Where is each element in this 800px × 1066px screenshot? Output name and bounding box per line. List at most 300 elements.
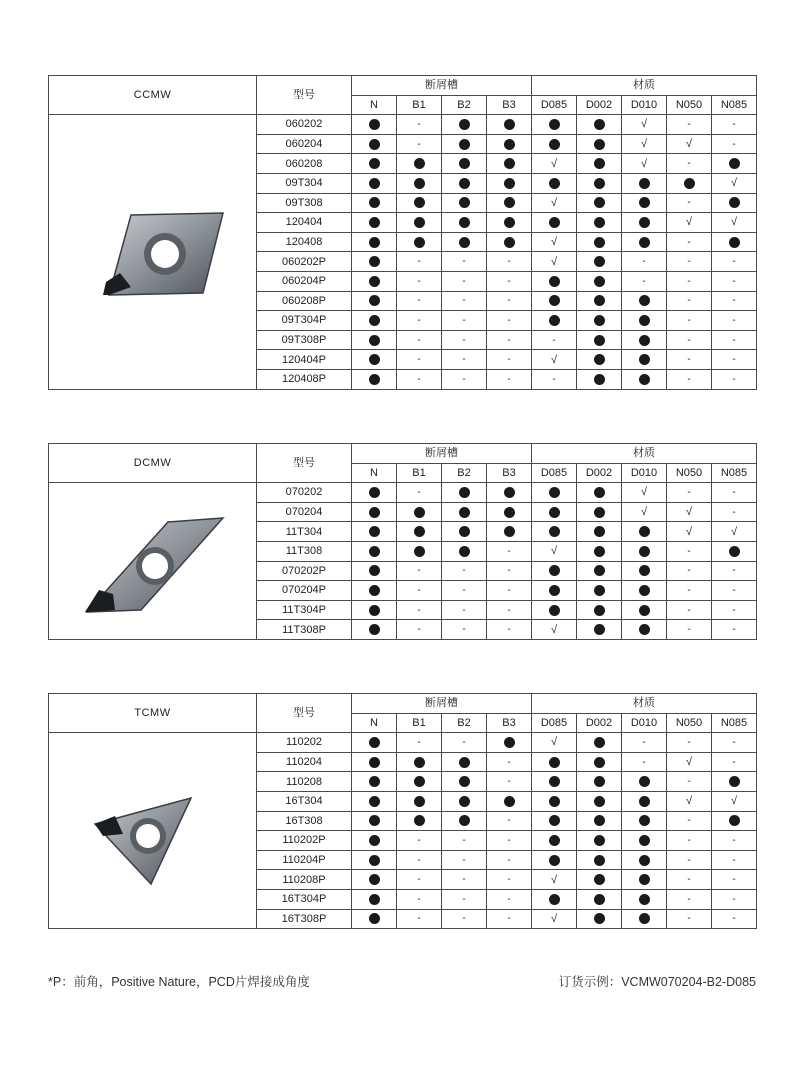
spec-cell bbox=[577, 791, 622, 811]
check-mark: √ bbox=[685, 506, 693, 519]
spec-cell bbox=[532, 271, 577, 291]
dash-mark: - bbox=[507, 565, 511, 577]
spec-cell bbox=[667, 811, 712, 831]
material-header: 材质 bbox=[532, 444, 757, 464]
dot-mark bbox=[594, 737, 605, 748]
spec-cell bbox=[487, 154, 532, 174]
insert-photo-triangle bbox=[73, 776, 233, 886]
dot-mark bbox=[594, 256, 605, 267]
column-header-d085: D085 bbox=[532, 463, 577, 483]
spec-cell bbox=[352, 581, 397, 601]
column-header-b3: B3 bbox=[487, 713, 532, 733]
spec-cell bbox=[397, 232, 442, 252]
spec-cell bbox=[577, 193, 622, 213]
spec-cell bbox=[577, 850, 622, 870]
model-cell: 09T308P bbox=[257, 330, 352, 350]
dot-mark bbox=[369, 874, 380, 885]
dot-mark bbox=[504, 158, 515, 169]
dash-mark: - bbox=[417, 373, 421, 385]
column-header-b3: B3 bbox=[487, 95, 532, 115]
spec-cell bbox=[667, 252, 712, 272]
dot-mark bbox=[549, 295, 560, 306]
dot-mark bbox=[549, 815, 560, 826]
spec-cell bbox=[532, 291, 577, 311]
dot-mark bbox=[369, 835, 380, 846]
spec-cell bbox=[397, 291, 442, 311]
header-row-groups bbox=[49, 444, 757, 464]
spec-cell bbox=[622, 752, 667, 772]
dash-mark: - bbox=[507, 604, 511, 616]
spec-cell bbox=[442, 271, 487, 291]
dot-mark bbox=[729, 546, 740, 557]
dot-mark bbox=[549, 315, 560, 326]
dot-mark bbox=[459, 757, 470, 768]
spec-cell bbox=[622, 541, 667, 561]
spec-cell bbox=[712, 909, 757, 929]
spec-cell bbox=[487, 561, 532, 581]
table-row bbox=[49, 483, 757, 503]
dash-mark: - bbox=[732, 506, 736, 518]
spec-cell bbox=[352, 193, 397, 213]
dot-mark bbox=[594, 158, 605, 169]
spec-cell bbox=[577, 134, 622, 154]
dot-mark bbox=[369, 276, 380, 287]
dash-mark: - bbox=[462, 314, 466, 326]
spec-cell bbox=[622, 311, 667, 331]
dot-mark bbox=[594, 913, 605, 924]
spec-cell bbox=[442, 561, 487, 581]
spec-cell bbox=[487, 870, 532, 890]
spec-cell bbox=[712, 620, 757, 640]
spec-cell bbox=[352, 522, 397, 542]
dash-mark: - bbox=[462, 736, 466, 748]
dash-mark: - bbox=[507, 584, 511, 596]
dot-mark bbox=[504, 119, 515, 130]
dot-mark bbox=[369, 776, 380, 787]
dash-mark: - bbox=[732, 256, 736, 268]
model-cell: 070202 bbox=[257, 483, 352, 503]
dot-mark bbox=[594, 874, 605, 885]
dot-mark bbox=[639, 835, 650, 846]
dot-mark bbox=[729, 815, 740, 826]
spec-cell bbox=[667, 330, 712, 350]
column-header-b3: B3 bbox=[487, 463, 532, 483]
column-header-b1: B1 bbox=[397, 95, 442, 115]
dash-mark: - bbox=[417, 854, 421, 866]
dash-mark: - bbox=[687, 604, 691, 616]
dot-mark bbox=[549, 119, 560, 130]
check-mark: √ bbox=[730, 795, 738, 808]
dot-mark bbox=[639, 796, 650, 807]
column-header-d085: D085 bbox=[532, 713, 577, 733]
spec-cell bbox=[352, 134, 397, 154]
dot-mark bbox=[369, 546, 380, 557]
spec-cell bbox=[442, 311, 487, 331]
spec-cell bbox=[577, 115, 622, 135]
spec-cell bbox=[532, 502, 577, 522]
spec-cell bbox=[712, 213, 757, 233]
model-cell: 060204 bbox=[257, 134, 352, 154]
dash-mark: - bbox=[687, 275, 691, 287]
column-header-n050: N050 bbox=[667, 713, 712, 733]
model-cell: 09T308 bbox=[257, 193, 352, 213]
spec-cell bbox=[532, 232, 577, 252]
insert-image-cell bbox=[49, 115, 257, 389]
dot-mark bbox=[594, 855, 605, 866]
spec-cell bbox=[442, 733, 487, 753]
spec-cell bbox=[487, 889, 532, 909]
dash-mark: - bbox=[732, 118, 736, 130]
spec-cell bbox=[577, 154, 622, 174]
dash-mark: - bbox=[417, 256, 421, 268]
dash-mark: - bbox=[732, 874, 736, 886]
spec-cell bbox=[577, 369, 622, 389]
spec-cell bbox=[487, 173, 532, 193]
column-header-b2: B2 bbox=[442, 713, 487, 733]
model-header: 型号 bbox=[257, 694, 352, 733]
model-header: 型号 bbox=[257, 76, 352, 115]
spec-cell bbox=[712, 350, 757, 370]
spec-cell bbox=[622, 213, 667, 233]
dot-mark bbox=[504, 237, 515, 248]
header-row-groups bbox=[49, 76, 757, 96]
spec-cell bbox=[352, 600, 397, 620]
column-header-d010: D010 bbox=[622, 95, 667, 115]
spec-cell bbox=[712, 115, 757, 135]
spec-cell bbox=[622, 791, 667, 811]
dot-mark bbox=[414, 158, 425, 169]
spec-cell bbox=[577, 291, 622, 311]
dash-mark: - bbox=[687, 776, 691, 788]
dash-mark: - bbox=[507, 756, 511, 768]
table-row bbox=[49, 115, 757, 135]
spec-cell bbox=[532, 620, 577, 640]
dot-mark bbox=[504, 487, 515, 498]
spec-cell bbox=[487, 291, 532, 311]
dot-mark bbox=[369, 565, 380, 576]
spec-cell bbox=[712, 232, 757, 252]
dot-mark bbox=[729, 776, 740, 787]
dash-mark: - bbox=[417, 118, 421, 130]
dot-mark bbox=[459, 546, 470, 557]
dot-mark bbox=[414, 197, 425, 208]
spec-cell bbox=[352, 173, 397, 193]
spec-cell bbox=[397, 252, 442, 272]
spec-cell bbox=[352, 870, 397, 890]
spec-cell bbox=[442, 811, 487, 831]
spec-cell bbox=[577, 733, 622, 753]
dash-mark: - bbox=[732, 893, 736, 905]
spec-cell bbox=[712, 252, 757, 272]
spec-cell bbox=[577, 232, 622, 252]
spec-cell bbox=[622, 193, 667, 213]
spec-cell bbox=[487, 271, 532, 291]
spec-cell bbox=[397, 193, 442, 213]
model-cell: 11T308P bbox=[257, 620, 352, 640]
dot-mark bbox=[549, 757, 560, 768]
spec-cell bbox=[487, 369, 532, 389]
spec-cell bbox=[487, 115, 532, 135]
dash-mark: - bbox=[507, 256, 511, 268]
spec-cell bbox=[577, 252, 622, 272]
spec-cell bbox=[577, 271, 622, 291]
spec-cell bbox=[442, 909, 487, 929]
model-cell: 110204 bbox=[257, 752, 352, 772]
dash-mark: - bbox=[462, 334, 466, 346]
spec-cell bbox=[667, 600, 712, 620]
spec-cell bbox=[397, 330, 442, 350]
dash-mark: - bbox=[417, 736, 421, 748]
spec-cell bbox=[442, 330, 487, 350]
dash-mark: - bbox=[732, 334, 736, 346]
dot-mark bbox=[459, 815, 470, 826]
spec-cell bbox=[352, 561, 397, 581]
dash-mark: - bbox=[507, 545, 511, 557]
dot-mark bbox=[369, 894, 380, 905]
spec-cell bbox=[712, 134, 757, 154]
dot-mark bbox=[414, 178, 425, 189]
dot-mark bbox=[639, 815, 650, 826]
model-cell: 070204P bbox=[257, 581, 352, 601]
spec-cell bbox=[577, 811, 622, 831]
dot-mark bbox=[594, 354, 605, 365]
tcmw-section bbox=[48, 693, 756, 929]
dash-mark: - bbox=[507, 913, 511, 925]
spec-cell bbox=[712, 811, 757, 831]
spec-cell bbox=[532, 889, 577, 909]
check-mark: √ bbox=[730, 177, 738, 190]
dot-mark bbox=[369, 158, 380, 169]
spec-cell bbox=[667, 733, 712, 753]
dot-mark bbox=[504, 178, 515, 189]
dash-mark: - bbox=[732, 756, 736, 768]
dot-mark bbox=[549, 776, 560, 787]
column-header-d002: D002 bbox=[577, 463, 622, 483]
spec-cell bbox=[532, 581, 577, 601]
spec-cell bbox=[397, 561, 442, 581]
dash-mark: - bbox=[417, 913, 421, 925]
dash-mark: - bbox=[732, 373, 736, 385]
dot-mark bbox=[639, 374, 650, 385]
dash-mark: - bbox=[687, 834, 691, 846]
dash-mark: - bbox=[417, 486, 421, 498]
dash-mark: - bbox=[417, 565, 421, 577]
dot-mark bbox=[369, 139, 380, 150]
spec-cell bbox=[442, 154, 487, 174]
dot-mark bbox=[594, 315, 605, 326]
spec-cell bbox=[487, 791, 532, 811]
spec-cell bbox=[442, 522, 487, 542]
check-mark: √ bbox=[640, 486, 648, 499]
material-header: 材质 bbox=[532, 694, 757, 714]
spec-cell bbox=[397, 811, 442, 831]
spec-cell bbox=[532, 561, 577, 581]
dot-mark bbox=[549, 796, 560, 807]
dash-mark: - bbox=[417, 624, 421, 636]
spec-cell bbox=[577, 889, 622, 909]
spec-cell bbox=[487, 752, 532, 772]
spec-cell bbox=[442, 502, 487, 522]
dash-mark: - bbox=[507, 295, 511, 307]
column-header-n085: N085 bbox=[712, 95, 757, 115]
spec-cell bbox=[397, 870, 442, 890]
dcmw-table bbox=[48, 443, 757, 640]
model-cell: 070202P bbox=[257, 561, 352, 581]
series-name: DCMW bbox=[49, 444, 257, 483]
dash-mark: - bbox=[732, 584, 736, 596]
footnote-p-definition: *P：前角，Positive Nature，PCD片焊接成角度 bbox=[48, 975, 310, 989]
dot-mark bbox=[639, 178, 650, 189]
spec-cell bbox=[397, 369, 442, 389]
spec-cell bbox=[622, 831, 667, 851]
dash-mark: - bbox=[552, 373, 556, 385]
dot-mark bbox=[504, 139, 515, 150]
spec-cell bbox=[532, 850, 577, 870]
check-mark: √ bbox=[550, 545, 558, 558]
dash-mark: - bbox=[507, 334, 511, 346]
dot-mark bbox=[594, 487, 605, 498]
dot-mark bbox=[549, 855, 560, 866]
model-cell: 16T308P bbox=[257, 909, 352, 929]
dot-mark bbox=[594, 217, 605, 228]
spec-cell bbox=[352, 889, 397, 909]
dash-mark: - bbox=[732, 624, 736, 636]
dot-mark bbox=[459, 796, 470, 807]
dash-mark: - bbox=[417, 834, 421, 846]
spec-cell bbox=[352, 811, 397, 831]
dot-mark bbox=[594, 119, 605, 130]
spec-cell bbox=[577, 350, 622, 370]
spec-cell bbox=[622, 772, 667, 792]
spec-cell bbox=[712, 193, 757, 213]
spec-cell bbox=[532, 831, 577, 851]
dash-mark: - bbox=[687, 118, 691, 130]
dot-mark bbox=[594, 565, 605, 576]
dot-mark bbox=[369, 295, 380, 306]
spec-cell bbox=[667, 831, 712, 851]
spec-cell bbox=[442, 581, 487, 601]
spec-cell bbox=[352, 850, 397, 870]
spec-cell bbox=[532, 330, 577, 350]
column-header-b2: B2 bbox=[442, 463, 487, 483]
spec-cell bbox=[667, 193, 712, 213]
dot-mark bbox=[369, 374, 380, 385]
model-cell: 060204P bbox=[257, 271, 352, 291]
model-cell: 09T304P bbox=[257, 311, 352, 331]
spec-cell bbox=[532, 134, 577, 154]
spec-cell bbox=[442, 115, 487, 135]
dot-mark bbox=[684, 178, 695, 189]
dash-mark: - bbox=[417, 314, 421, 326]
spec-cell bbox=[487, 620, 532, 640]
dash-mark: - bbox=[687, 295, 691, 307]
dash-mark: - bbox=[642, 736, 646, 748]
spec-cell bbox=[487, 811, 532, 831]
dot-mark bbox=[594, 507, 605, 518]
spec-cell bbox=[487, 772, 532, 792]
chipbreaker-header: 断屑槽 bbox=[352, 444, 532, 464]
dot-mark bbox=[369, 624, 380, 635]
dot-mark bbox=[639, 605, 650, 616]
spec-cell bbox=[712, 752, 757, 772]
model-cell: 060202P bbox=[257, 252, 352, 272]
spec-cell bbox=[532, 772, 577, 792]
spec-cell bbox=[712, 541, 757, 561]
dash-mark: - bbox=[462, 893, 466, 905]
spec-cell bbox=[487, 541, 532, 561]
spec-cell bbox=[577, 541, 622, 561]
spec-cell bbox=[397, 115, 442, 135]
spec-cell bbox=[667, 232, 712, 252]
dash-mark: - bbox=[732, 295, 736, 307]
dash-mark: - bbox=[687, 197, 691, 209]
chipbreaker-header: 断屑槽 bbox=[352, 76, 532, 96]
check-mark: √ bbox=[685, 138, 693, 151]
spec-cell bbox=[712, 369, 757, 389]
dash-mark: - bbox=[462, 834, 466, 846]
spec-cell bbox=[532, 600, 577, 620]
dot-mark bbox=[414, 526, 425, 537]
dash-mark: - bbox=[642, 756, 646, 768]
spec-cell bbox=[622, 483, 667, 503]
spec-cell bbox=[712, 154, 757, 174]
spec-cell bbox=[442, 600, 487, 620]
dot-mark bbox=[369, 237, 380, 248]
dash-mark: - bbox=[507, 314, 511, 326]
spec-cell bbox=[442, 193, 487, 213]
dot-mark bbox=[639, 874, 650, 885]
dot-mark bbox=[594, 276, 605, 287]
dot-mark bbox=[504, 507, 515, 518]
dash-mark: - bbox=[507, 373, 511, 385]
spec-cell bbox=[712, 791, 757, 811]
spec-cell bbox=[667, 889, 712, 909]
dot-mark bbox=[504, 526, 515, 537]
spec-cell bbox=[487, 213, 532, 233]
dot-mark bbox=[459, 237, 470, 248]
dot-mark bbox=[369, 507, 380, 518]
spec-cell bbox=[532, 193, 577, 213]
dot-mark bbox=[369, 605, 380, 616]
spec-cell bbox=[352, 330, 397, 350]
spec-cell bbox=[397, 350, 442, 370]
dot-mark bbox=[549, 526, 560, 537]
spec-cell bbox=[577, 213, 622, 233]
dot-mark bbox=[594, 546, 605, 557]
dcmw-section bbox=[48, 443, 756, 640]
dot-mark bbox=[549, 276, 560, 287]
spec-cell bbox=[622, 271, 667, 291]
spec-cell bbox=[397, 271, 442, 291]
dash-mark: - bbox=[642, 256, 646, 268]
model-cell: 11T308 bbox=[257, 541, 352, 561]
spec-cell bbox=[442, 791, 487, 811]
dash-mark: - bbox=[687, 373, 691, 385]
spec-cell bbox=[622, 620, 667, 640]
spec-cell bbox=[622, 252, 667, 272]
dot-mark bbox=[549, 507, 560, 518]
dot-mark bbox=[639, 354, 650, 365]
spec-cell bbox=[442, 772, 487, 792]
spec-cell bbox=[487, 909, 532, 929]
spec-cell bbox=[532, 811, 577, 831]
dot-mark bbox=[639, 624, 650, 635]
check-mark: √ bbox=[550, 736, 558, 749]
dash-mark: - bbox=[687, 256, 691, 268]
column-header-n050: N050 bbox=[667, 95, 712, 115]
spec-cell bbox=[667, 115, 712, 135]
spec-cell bbox=[622, 134, 667, 154]
